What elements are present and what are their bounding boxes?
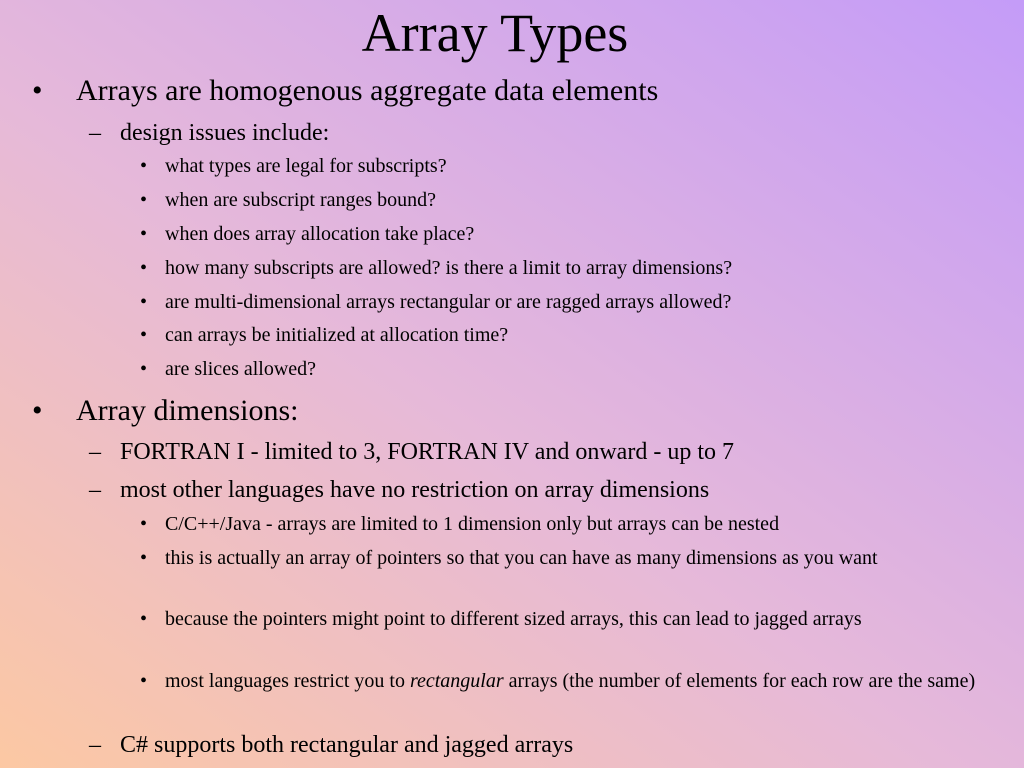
dash-icon: – xyxy=(89,120,101,146)
bullet-dot-icon: • xyxy=(140,670,148,692)
bullet-dot-icon: • xyxy=(140,513,148,535)
sub-sub-bullet-text: are slices allowed? xyxy=(165,358,317,380)
bullet-dot-icon: • xyxy=(140,547,148,569)
text-after-emphasis: arrays (the number of elements for each row are the same) xyxy=(503,670,976,692)
bullet-dot-icon: • xyxy=(140,291,148,313)
dash-icon: – xyxy=(89,477,101,503)
bullet-dot-icon: • xyxy=(32,74,43,107)
sub-bullet-text: FORTRAN I - limited to 3, FORTRAN IV and onward - up to 7 xyxy=(120,439,734,465)
bullet-dot-icon: • xyxy=(140,189,148,211)
sub-sub-bullet-text: can arrays be initialized at allocation time? xyxy=(165,324,509,346)
dash-icon: – xyxy=(89,732,101,758)
bullet-dot-icon: • xyxy=(140,358,148,380)
bullet-dot-icon: • xyxy=(140,324,148,346)
sub-sub-bullet-text: what types are legal for subscripts? xyxy=(165,155,447,177)
emphasized-word: rectangular xyxy=(409,670,504,692)
sub-sub-bullet-text: when does array allocation take place? xyxy=(165,223,475,245)
sub-sub-bullet-text: are multi-dimensional arrays rectangular or are ragged arrays allowed? xyxy=(165,291,732,313)
text-before-emphasis: most languages restrict you to xyxy=(165,670,410,692)
sub-bullet-text: most other languages have no restriction on array dimensions xyxy=(120,477,710,503)
bullet-dot-icon: • xyxy=(140,257,148,279)
sub-sub-bullet-text xyxy=(165,668,985,695)
slide-title: Array Types xyxy=(361,3,629,63)
bullet-dot-icon: • xyxy=(32,394,43,427)
sub-sub-bullet-text: when are subscript ranges bound? xyxy=(165,189,437,211)
bullet-dot-icon: • xyxy=(140,608,148,630)
sub-sub-bullet-text: C/C++/Java - arrays are limited to 1 dimension only but arrays can be nested xyxy=(165,513,780,535)
bullet-text: Arrays are homogenous aggregate data elements xyxy=(76,74,659,107)
bullet-dot-icon: • xyxy=(140,223,148,245)
bullet-text: Array dimensions: xyxy=(76,394,299,427)
sub-bullet-text: C# supports both rectangular and jagged arrays xyxy=(120,732,574,758)
sub-sub-bullet-text: how many subscripts are allowed? is there a limit to array dimensions? xyxy=(165,257,733,279)
dash-icon: – xyxy=(89,439,101,465)
sub-sub-bullet-text: this is actually an array of pointers so that you can have as many dimensions as you want xyxy=(165,547,878,569)
sub-bullet-text: design issues include: xyxy=(120,120,330,146)
bullet-dot-icon: • xyxy=(140,155,148,177)
sub-sub-bullet-text: because the pointers might point to different sized arrays, this can lead to jagged arrays xyxy=(165,608,862,630)
